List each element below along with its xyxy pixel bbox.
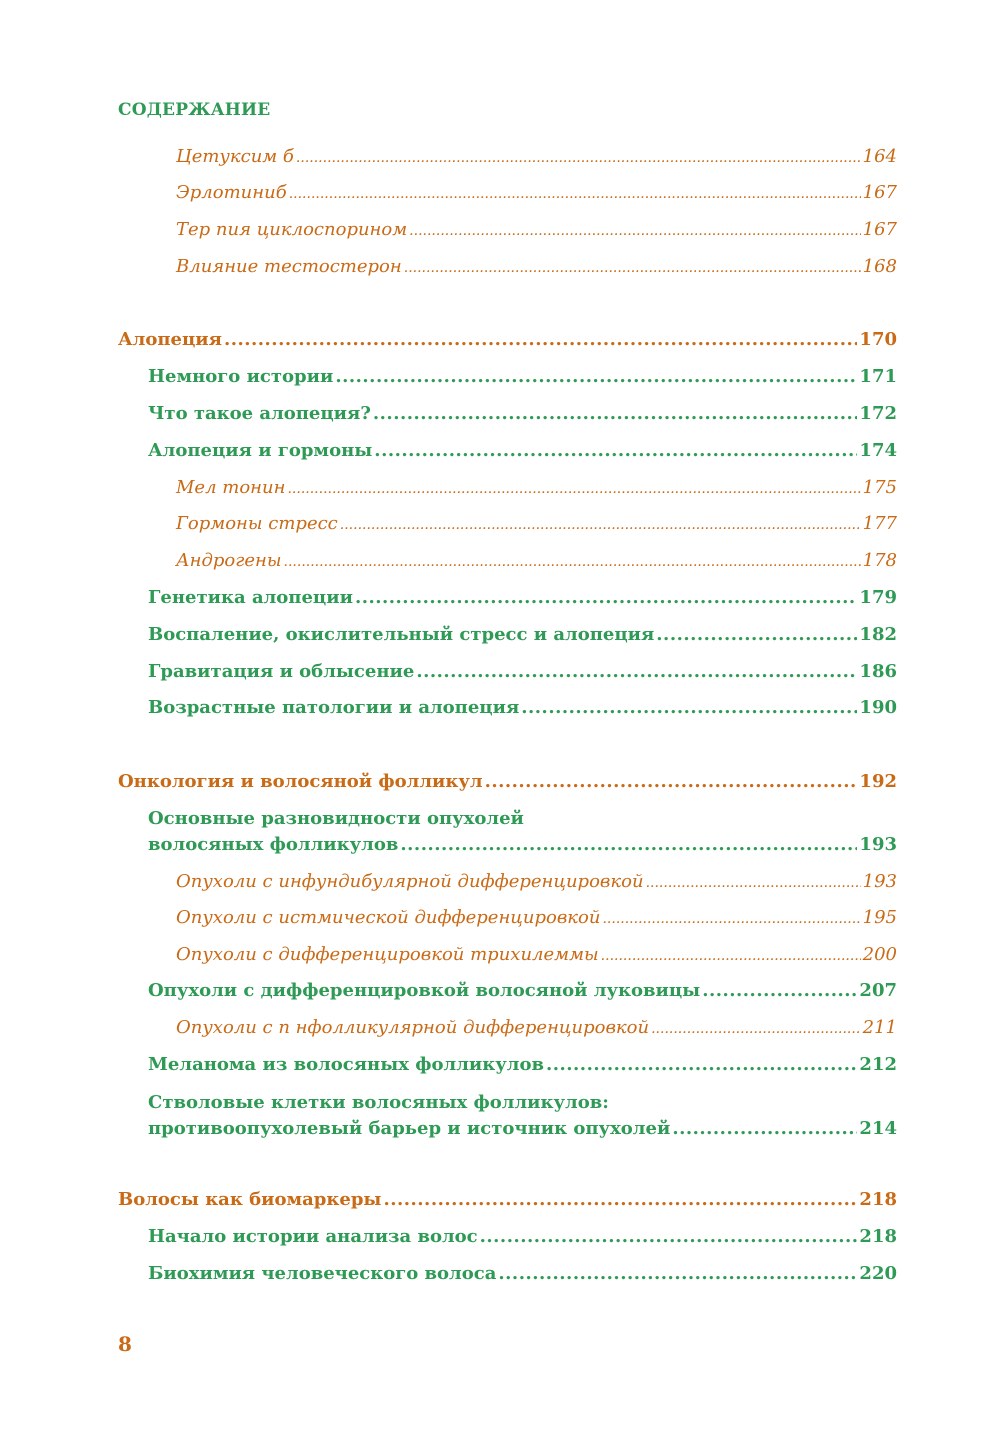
toc-chapter-page: 170 (859, 329, 897, 350)
toc-entry-page: 168 (862, 256, 897, 277)
dot-leader (521, 697, 857, 718)
dot-leader (296, 146, 861, 167)
toc-chapter-page: 218 (859, 1189, 897, 1210)
toc-entry-title: Опухоли с дифференцировкой трихилеммы (176, 944, 599, 965)
toc-section[interactable] (148, 624, 897, 645)
dot-leader (409, 219, 860, 240)
page-header: СОДЕРЖАНИЕ (118, 100, 271, 120)
toc-entry[interactable] (176, 146, 897, 167)
dot-leader (601, 944, 861, 965)
toc-section[interactable] (148, 440, 897, 461)
toc-entry-title: Андрогены (176, 550, 282, 571)
toc-section-page: 220 (859, 1263, 897, 1284)
dot-leader (287, 477, 860, 498)
toc-entry-title: Опухоли с истмической дифференцировкой (176, 907, 601, 928)
toc-section-title: Биохимия человеческого волоса (148, 1263, 497, 1284)
toc-entry-title: Гормоны стресс (176, 513, 338, 534)
toc-section[interactable] (148, 1263, 897, 1284)
toc-entry-page: 200 (862, 944, 897, 965)
toc-section-page: 171 (859, 366, 897, 387)
toc-entry-page: 211 (862, 1017, 897, 1038)
toc-section-title: Немного истории (148, 366, 334, 387)
dot-leader (383, 1189, 857, 1210)
toc-section-title: Генетика алопеции (148, 587, 353, 608)
toc-entry-page: 195 (862, 907, 897, 928)
toc-entry[interactable] (176, 944, 897, 965)
dot-leader (416, 661, 857, 682)
dot-leader (284, 550, 861, 571)
dot-leader (656, 624, 857, 645)
toc-section[interactable] (148, 1092, 897, 1139)
toc-section[interactable] (148, 587, 897, 608)
toc-section-page: 179 (859, 587, 897, 608)
toc-section-title: Гравитация и облысение (148, 661, 415, 682)
dot-leader (373, 403, 858, 424)
toc-entry-page: 167 (862, 182, 897, 203)
toc-section[interactable] (148, 1054, 897, 1075)
toc-entry-page: 164 (862, 146, 897, 167)
dot-leader (340, 513, 861, 534)
toc-section-title: Возрастные патологии и алопеция (148, 697, 520, 718)
toc-section-page: 193 (859, 834, 897, 855)
toc-entry-page: 167 (862, 219, 897, 240)
dot-leader (289, 182, 861, 203)
toc-chapter-title: Волосы как биомаркеры (118, 1189, 382, 1210)
toc-section-page: 182 (859, 624, 897, 645)
toc-chapter-title: Онкология и волосяной фолликул (118, 771, 483, 792)
toc-entry[interactable] (176, 1017, 897, 1038)
toc-section-page: 172 (859, 403, 897, 424)
toc-section-title-line2: волосяных фолликулов (148, 834, 399, 855)
toc-section[interactable] (148, 366, 897, 387)
toc-entry-title: Опухоли с инфундибулярной дифференцировкой (176, 871, 644, 892)
toc-chapter[interactable] (118, 1189, 897, 1210)
toc-entry-title: Опухоли с п нфолликулярной дифференцировкой (176, 1017, 650, 1038)
toc-entry[interactable] (176, 182, 897, 203)
toc-section[interactable] (148, 403, 897, 424)
toc-entry[interactable] (176, 550, 897, 571)
toc-section-title-line1: Основные разновидности опухолей (148, 808, 524, 829)
toc-entry[interactable] (176, 871, 897, 892)
toc-section-page: 207 (859, 980, 897, 1001)
toc-section-title-line1: Стволовые клетки волосяных фолликулов: (148, 1092, 609, 1113)
toc-entry-page: 193 (862, 871, 897, 892)
toc-entry-title: Тер пия циклоспорином (176, 219, 408, 240)
toc-chapter-page: 192 (859, 771, 897, 792)
toc-section-page: 214 (859, 1118, 897, 1139)
dot-leader (400, 834, 857, 855)
dot-leader (702, 980, 857, 1001)
toc-entry[interactable] (176, 219, 897, 240)
dot-leader (355, 587, 857, 608)
dot-leader (672, 1118, 857, 1139)
toc-section-page: 212 (859, 1054, 897, 1075)
toc-chapter[interactable] (118, 329, 897, 350)
toc-entry[interactable] (176, 477, 897, 498)
dot-leader (646, 871, 861, 892)
dot-leader (485, 771, 858, 792)
toc-section[interactable] (148, 808, 897, 855)
toc-chapter[interactable] (118, 771, 897, 792)
toc-entry-title: Эрлотиниб (176, 182, 287, 203)
toc-chapter-title: Алопеция (118, 329, 222, 350)
toc-entry-title: Влияние тестостерон (176, 256, 402, 277)
toc-entry[interactable] (176, 513, 897, 534)
toc-entry-page: 178 (862, 550, 897, 571)
toc-entry-title: Мел тонин (176, 477, 286, 498)
toc-section-page: 190 (859, 697, 897, 718)
toc-section-page: 186 (859, 661, 897, 682)
toc-section-title-line2: противоопухолевый барьер и источник опухолей (148, 1118, 671, 1139)
toc-section[interactable] (148, 661, 897, 682)
toc-section-title: Алопеция и гормоны (148, 440, 373, 461)
dot-leader (546, 1054, 857, 1075)
dot-leader (374, 440, 857, 461)
dot-leader (602, 907, 860, 928)
toc-section-page: 174 (859, 440, 897, 461)
toc-section-title: Начало истории анализа волос (148, 1226, 478, 1247)
toc-section-title: Меланома из волосяных фолликулов (148, 1054, 544, 1075)
toc-entry[interactable] (176, 907, 897, 928)
toc-entry-page: 177 (862, 513, 897, 534)
toc-section[interactable] (148, 980, 897, 1001)
toc-section[interactable] (148, 1226, 897, 1247)
toc-entry-title: Цетуксим б (176, 146, 294, 167)
toc-section-title: Что такое алопеция? (148, 403, 371, 424)
toc-entry[interactable] (176, 256, 897, 277)
toc-section[interactable] (148, 697, 897, 718)
dot-leader (480, 1226, 858, 1247)
dot-leader (335, 366, 857, 387)
dot-leader (224, 329, 857, 350)
dot-leader (498, 1263, 857, 1284)
toc-entry-page: 175 (862, 477, 897, 498)
toc-section-title: Воспаление, окислительный стресс и алопеция (148, 624, 655, 645)
toc-section-title: Опухоли с дифференцировкой волосяной луковицы (148, 980, 701, 1001)
toc-section-page: 218 (859, 1226, 897, 1247)
dot-leader (651, 1017, 861, 1038)
dot-leader (404, 256, 861, 277)
page-number: 8 (118, 1332, 132, 1356)
